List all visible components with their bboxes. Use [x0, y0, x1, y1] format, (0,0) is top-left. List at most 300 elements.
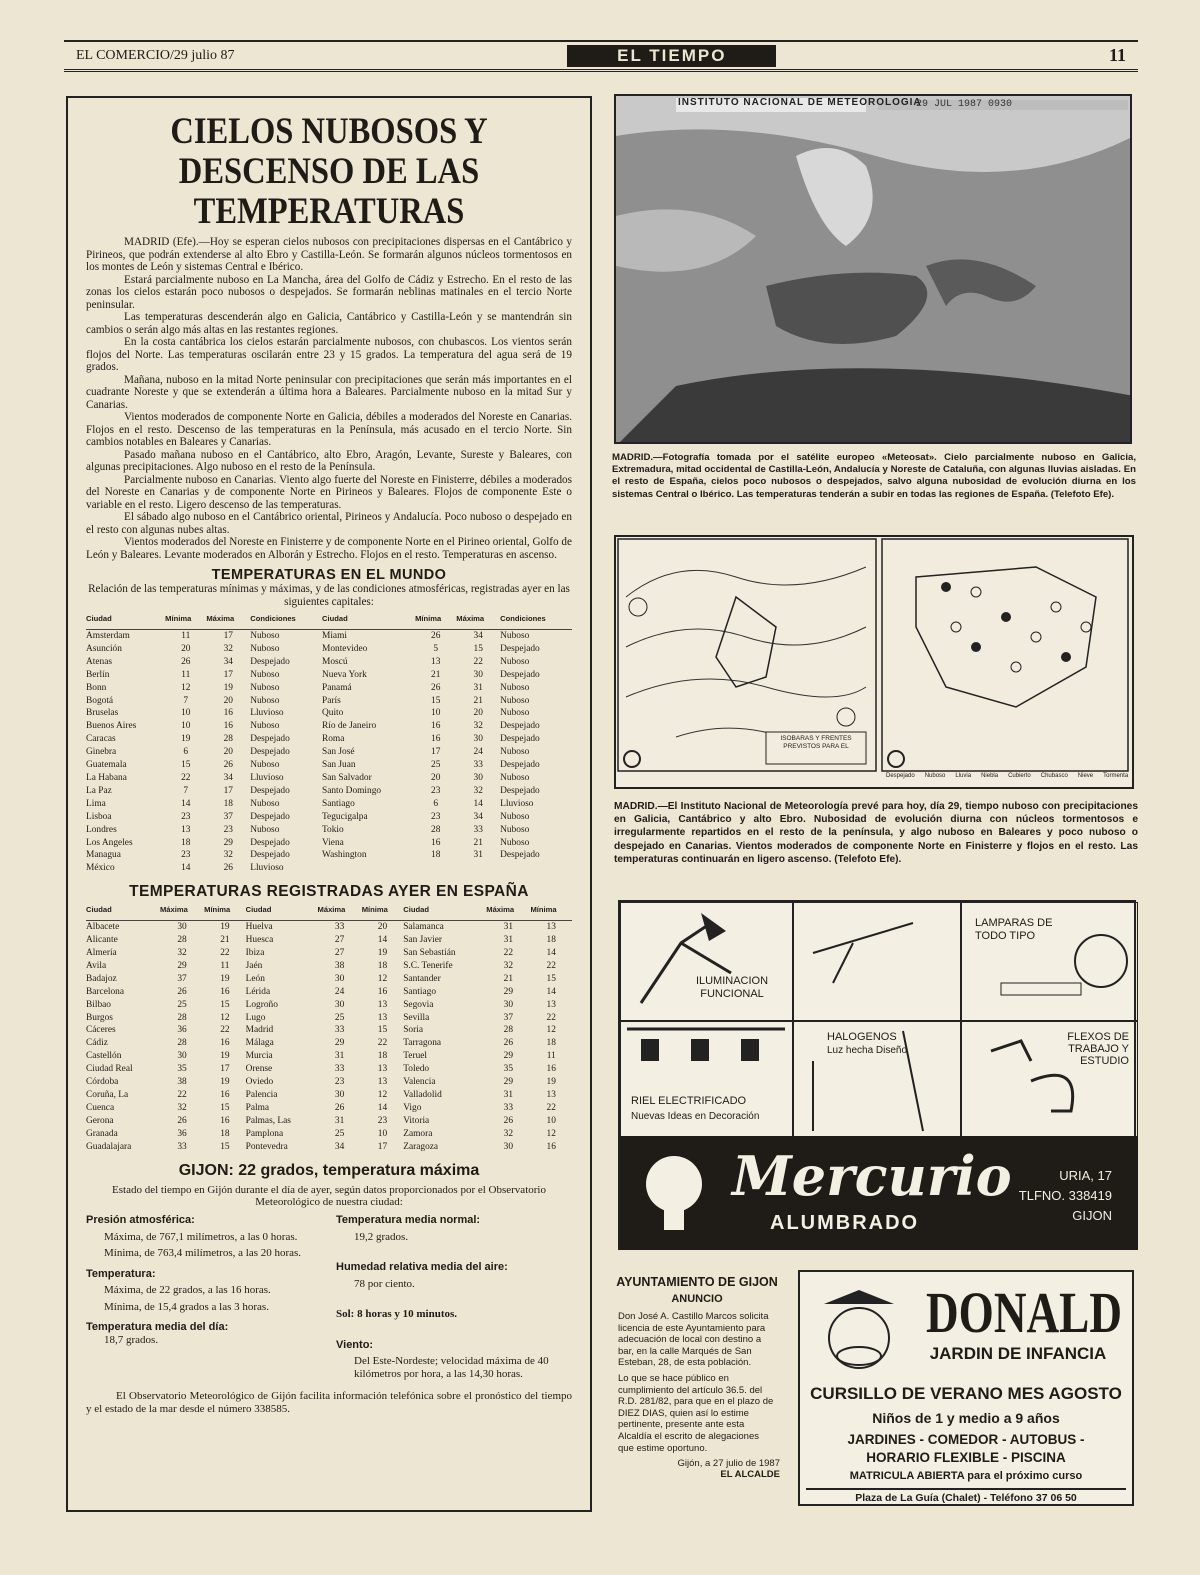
- table-cell: [322, 862, 415, 875]
- satellite-caption: MADRID.—Fotografía tomada por el satélite europeo «Meteosat». Cielo parcialmente nuboso en Galicia, Extremadura, mitad occidental de Castilla-León, Andalucía y Noreste de Cataluña, con algunas lluvias aisladas. En el resto de España, cielos poco nubosos o despejados, salvo alguna nubosidad de evolución diurna en los sistemas Central o Ibérico. Las temperaturas tenderán a subir en todas las regiones de España. (Telefoto Efe).: [612, 452, 1136, 500]
- table-cell: 17: [223, 631, 233, 641]
- table-cell: Londres: [86, 824, 117, 835]
- inm-logo: INSTITUTO NACIONAL DE METEOROLOGIA: [678, 97, 922, 108]
- table-cell: Santander: [403, 973, 441, 984]
- table-cell: Nueva York: [321, 669, 367, 680]
- table-cell: 23: [334, 1077, 345, 1088]
- publication-date: EL COMERCIO/29 julio 87: [76, 47, 235, 63]
- table-cell: 13: [377, 1064, 388, 1075]
- table-cell: Roma: [321, 734, 345, 745]
- col-header: Mínima: [165, 614, 206, 630]
- table-cell: 13: [546, 1090, 556, 1100]
- table-cell: Nuboso: [250, 721, 280, 732]
- table-cell: Nuboso: [250, 682, 280, 693]
- donald-name: DONALD: [925, 1280, 1123, 1345]
- table-cell: 23: [431, 785, 441, 796]
- table-cell: 30: [473, 669, 483, 680]
- table-cell: 28: [177, 1038, 187, 1049]
- table-cell: Castellón: [86, 1051, 122, 1062]
- table-cell: Zamora: [403, 1128, 433, 1139]
- temperature-label: Temperatura:: [86, 1267, 156, 1280]
- table-cell: 14: [473, 798, 483, 809]
- table-cell: Bonn: [86, 682, 107, 693]
- table-cell: 30: [503, 999, 514, 1010]
- notice-date: Gijón, a 27 julio de 1987: [677, 1458, 780, 1470]
- table-row: [86, 1089, 572, 1102]
- table-cell: 19: [220, 1051, 230, 1062]
- table-cell: Nuboso: [500, 656, 530, 667]
- table-row: [86, 947, 572, 960]
- table-cell: 21: [220, 935, 230, 946]
- table-cell: Toledo: [403, 1064, 430, 1075]
- table-cell: 38: [334, 960, 345, 971]
- table-cell: 10: [181, 708, 191, 719]
- maps-caption: MADRID.—El Instituto Nacional de Meteorología prevé para hoy, día 29, tiempo nuboso con precipitaciones en Galicia, Cantábrico y alto Ebro. Nubosidad de evolución diurna con núcleos tormentosos e irregularmente repartidos en el resto de la península, y algo nuboso en Baleares y poco nuboso o despejado en Canarias. Vientos moderados de componente Norte en Finisterre y flojos en el resto. Las temperaturas continuarán en ligero ascenso. (Telefoto Efe).: [614, 801, 1138, 865]
- table-row: [86, 999, 572, 1012]
- legend-item: Lluvia: [955, 773, 972, 779]
- table-cell: 17: [223, 669, 233, 680]
- spain-temps-table: [86, 905, 572, 1153]
- table-cell: Tegucigalpa: [321, 811, 368, 822]
- table-row: [86, 1037, 572, 1050]
- table-cell: 23: [181, 850, 191, 861]
- table-cell: Tokio: [321, 824, 344, 835]
- table-cell: 29: [223, 837, 233, 848]
- table-cell: Despejado: [500, 760, 540, 771]
- table-cell: Nuboso: [250, 824, 280, 835]
- table-cell: 16: [220, 1115, 230, 1126]
- table-cell: 36: [177, 1025, 187, 1036]
- table-cell: Despejado: [250, 747, 290, 758]
- table-cell: 33: [334, 922, 345, 933]
- table-cell: 15: [431, 695, 441, 706]
- table-cell: 11: [546, 1051, 556, 1062]
- table-cell: 30: [473, 734, 483, 745]
- table-cell: 31: [473, 850, 483, 861]
- table-cell: 10: [181, 721, 191, 732]
- table-cell: Los Angeles: [86, 837, 133, 848]
- table-cell: Lima: [86, 798, 106, 809]
- table-cell: 21: [473, 695, 483, 706]
- pressure-max: Máxima, de 767,1 milímetros, a las 0 horas.: [104, 1230, 298, 1243]
- ad-cell-lamparas: [960, 902, 1138, 1022]
- table-cell: 19: [546, 1077, 556, 1088]
- table-cell: México: [86, 863, 115, 874]
- article-body: [86, 236, 572, 561]
- table-cell: Río de Janeiro: [321, 721, 377, 732]
- table-cell: Lluvioso: [250, 863, 284, 874]
- mercurio-sub: ALUMBRADO: [770, 1212, 920, 1234]
- temperature-max: Máxima, de 22 grados, a las 16 horas.: [104, 1284, 271, 1297]
- table-cell: [456, 862, 500, 875]
- table-cell: Montevideo: [321, 643, 368, 654]
- legend-item: Tormenta: [1103, 773, 1129, 779]
- table-cell: 34: [473, 631, 483, 641]
- wind-label: Viento:: [336, 1338, 374, 1351]
- donald-subtitle: JARDIN DE INFANCIA: [929, 1344, 1107, 1363]
- table-cell: 18: [377, 960, 388, 971]
- table-cell: 31: [503, 1090, 514, 1100]
- table-cell: 18: [220, 1128, 230, 1139]
- isobar-maps: [616, 537, 1132, 787]
- table-row: [86, 973, 572, 986]
- article-paragraph: Estará parcialmente nuboso en La Mancha, área del Golfo de Cádiz y Estrecho. En el resto de las zonas los cielos estarán poco nubosos o despejados. Se formarán neblinas matinales en el tercio Norte peninsular.: [86, 273, 572, 311]
- table-row: [86, 921, 572, 934]
- table-cell: Despejado: [250, 656, 290, 667]
- table-cell: Cádiz: [86, 1038, 108, 1049]
- table-cell: 33: [334, 1064, 345, 1075]
- mercurio-logo: Mercurio: [732, 1144, 1012, 1208]
- table-cell: 30: [334, 973, 345, 984]
- table-cell: Amsterdam: [86, 631, 130, 641]
- col-header: Mínima: [530, 905, 572, 921]
- table-cell: 11: [181, 669, 191, 680]
- table-cell: 17: [220, 1064, 230, 1075]
- table-cell: 29: [503, 986, 514, 997]
- article-paragraph: Mañana, nuboso en la mitad Norte peninsular con precipitaciones que serán más importantes en el cuadrante Noreste y que se extenderán a última hora a Baleares. Parcialmente nuboso en la mitad Sur y Canarias.: [86, 373, 572, 411]
- lamparas-label: LAMPARAS DE TODO TIPO: [975, 917, 1053, 942]
- table-cell: 17: [377, 1141, 388, 1152]
- table-cell: 15: [220, 1102, 230, 1113]
- city: GIJON: [1072, 1208, 1112, 1223]
- table-cell: Vigo: [403, 1102, 422, 1113]
- col-header: Ciudad: [246, 905, 318, 921]
- iluminacion-label: ILUMINACION FUNCIONAL: [695, 975, 769, 1000]
- mercurio-ad: [618, 900, 1136, 1250]
- table-cell: 21: [503, 973, 514, 984]
- table-cell: 13: [431, 656, 441, 667]
- table-cell: 16: [431, 837, 441, 848]
- table-cell: 22: [177, 1090, 187, 1100]
- table-cell: 26: [181, 656, 191, 667]
- gijon-data: [86, 1214, 572, 1380]
- table-cell: Quito: [321, 708, 344, 719]
- table-cell: [500, 862, 572, 875]
- world-temps-table: [86, 614, 572, 875]
- table-cell: 28: [177, 1012, 187, 1023]
- table-cell: 31: [503, 935, 514, 946]
- table-cell: Cáceres: [86, 1025, 116, 1036]
- table-cell: 33: [334, 1025, 345, 1036]
- legend-item: Cubierto: [1008, 773, 1031, 779]
- table-cell: 33: [473, 824, 483, 835]
- table-cell: Despejado: [500, 734, 540, 745]
- table-cell: 16: [431, 734, 441, 745]
- satellite-image: [616, 96, 1132, 444]
- table-cell: 34: [473, 811, 483, 822]
- notice-p2: Lo que se hace público en cumplimiento del artículo 36.5. del R.D. 281/82, para que en el plazo de DIEZ DIAS, quien así lo estime pertinente, presente ante esta Alcaldía el escrito de alegaciones que estime oportuno.: [618, 1372, 774, 1454]
- table-cell: 23: [223, 824, 233, 835]
- table-cell: 15: [220, 1141, 230, 1152]
- normal-temp-label: Temperatura media normal:: [336, 1214, 481, 1227]
- article-paragraph: Vientos moderados de componente Norte en Galicia, débiles a moderados del Noreste en Canarias. Flojos en el resto. Descenso de las temperaturas en la Península, más acusado en el tercio Norte. Sin cambios notables en Baleares y Canarias.: [86, 411, 572, 448]
- table-cell: Nuboso: [250, 798, 280, 809]
- pressure-label: Presión atmosférica:: [86, 1214, 195, 1227]
- table-cell: 16: [220, 986, 230, 997]
- col-header: Máxima: [206, 614, 250, 630]
- table-cell: Murcia: [245, 1051, 273, 1062]
- table-cell: 16: [377, 986, 388, 997]
- table-cell: 25: [334, 1128, 345, 1139]
- table-cell: 12: [181, 682, 191, 693]
- table-cell: 23: [181, 811, 191, 822]
- table-cell: 19: [220, 973, 230, 984]
- table-cell: 32: [473, 785, 483, 796]
- ad-cell-halogenos: [792, 1020, 962, 1138]
- table-cell: 10: [546, 1115, 556, 1126]
- table-cell: Lluvioso: [500, 798, 534, 809]
- table-cell: 17: [223, 785, 233, 796]
- duck-mascot-icon: [814, 1286, 904, 1376]
- table-cell: Panamá: [321, 682, 352, 693]
- table-row: [86, 1102, 572, 1115]
- table-cell: 18: [377, 1051, 388, 1062]
- table-cell: 18: [431, 850, 441, 861]
- table-cell: Nuboso: [500, 837, 530, 848]
- table-cell: Coruña, La: [86, 1090, 129, 1100]
- table-row: [86, 811, 572, 824]
- table-cell: Avila: [86, 960, 107, 971]
- floor-lamp-icon: [793, 903, 959, 1019]
- table-cell: 35: [503, 1064, 514, 1075]
- table-cell: 36: [177, 1128, 187, 1139]
- table-cell: 35: [177, 1064, 187, 1075]
- mean-temp-value: 18,7 grados.: [104, 1333, 159, 1346]
- table-cell: 13: [377, 1012, 388, 1023]
- table-cell: 12: [377, 973, 388, 984]
- table-cell: 13: [377, 1077, 388, 1088]
- table-cell: 15: [546, 973, 556, 984]
- table-cell: Asunción: [86, 643, 122, 654]
- table-cell: León: [245, 973, 265, 984]
- table-cell: 14: [181, 863, 191, 874]
- halogenos-label: HALOGENOS: [827, 1031, 897, 1043]
- table-cell: Moscú: [321, 656, 348, 667]
- table-row: [86, 707, 572, 720]
- table-cell: 29: [503, 1077, 514, 1088]
- table-cell: Despejado: [500, 850, 540, 861]
- table-cell: Orense: [245, 1064, 273, 1075]
- table-cell: Nuboso: [500, 811, 530, 822]
- table-cell: Viena: [321, 837, 344, 848]
- table-cell: Nuboso: [500, 747, 530, 758]
- table-cell: S.C. Tenerife: [403, 960, 453, 971]
- table-cell: Despejado: [500, 669, 540, 680]
- map-legend: [886, 773, 1132, 779]
- table-row: [86, 669, 572, 682]
- table-cell: 34: [223, 772, 233, 783]
- table-cell: 26: [223, 760, 233, 771]
- table-cell: 31: [334, 1051, 345, 1062]
- table-cell: 19: [223, 682, 233, 693]
- lightbulb-icon: [638, 1148, 718, 1238]
- services-line2: HORARIO FLEXIBLE - PISCINA: [866, 1450, 1066, 1465]
- table-cell: Sevilla: [403, 1012, 430, 1023]
- table-cell: 21: [473, 837, 483, 848]
- table-cell: 11: [220, 960, 230, 971]
- table-cell: Gerona: [86, 1115, 114, 1126]
- desk-lamp-icon: [621, 903, 791, 1019]
- legend-item: Niebla: [981, 773, 999, 779]
- table-cell: 14: [377, 935, 388, 946]
- table-cell: 20: [223, 747, 233, 758]
- table-cell: 14: [181, 798, 191, 809]
- table-cell: Soria: [403, 1025, 424, 1036]
- table-cell: 19: [220, 922, 230, 933]
- table-row: [86, 837, 572, 850]
- table-cell: Despejado: [500, 785, 540, 796]
- table-cell: Palencia: [245, 1090, 278, 1100]
- table-cell: 16: [431, 721, 441, 732]
- table-cell: 29: [177, 960, 187, 971]
- table-cell: Málaga: [245, 1038, 274, 1049]
- table-cell: 32: [503, 1128, 514, 1139]
- table-cell: Managua: [86, 850, 121, 861]
- table-row: [86, 785, 572, 798]
- article-paragraph: Parcialmente nuboso en Canarias. Viento algo fuerte del Noreste en Finisterre, débiles a moderados del Noreste en Canarias y de componente Norte en Pirineos y Baleares. Flojos de componente Este o variable en el resto. Ligero descenso de las temperaturas.: [86, 473, 572, 511]
- table-cell: Nuboso: [250, 760, 280, 771]
- table-cell: 38: [177, 1077, 187, 1088]
- table-cell: 7: [183, 695, 189, 706]
- table-cell: Zaragoza: [403, 1141, 439, 1152]
- table-cell: Valencia: [403, 1077, 436, 1088]
- table-cell: 32: [503, 960, 514, 971]
- table-cell: Córdoba: [86, 1077, 119, 1088]
- table-cell: 6: [433, 798, 439, 809]
- table-cell: 32: [177, 1102, 187, 1113]
- table-cell: Jaén: [245, 960, 263, 971]
- table-cell: Nuboso: [500, 682, 530, 693]
- table-cell: Nuboso: [250, 631, 280, 641]
- table-cell: Pontevedra: [245, 1141, 288, 1152]
- table-cell: San José: [321, 747, 355, 758]
- table-cell: 22: [546, 1102, 556, 1113]
- table-cell: 32: [473, 721, 483, 732]
- table-cell: San Salvador: [321, 772, 372, 783]
- article-paragraph: Pasado mañana nuboso en el Cantábrico, alto Ebro, Aragón, Levante, Sureste y Baleares, con algunas precipitaciones. Algo nuboso en el resto de la Península.: [86, 448, 572, 473]
- table-cell: 32: [223, 850, 233, 861]
- temperature-min: Mínima, de 15,4 grados a las 3 horas.: [104, 1300, 269, 1313]
- table-row: [86, 1012, 572, 1025]
- pressure-min: Mínima, de 763,4 milímetros, a las 20 horas.: [104, 1247, 302, 1260]
- notice-title: AYUNTAMIENTO DE GIJON: [616, 1275, 778, 1289]
- legend-item: Despejado: [886, 773, 915, 779]
- table-cell: 30: [473, 772, 483, 783]
- table-cell: Despejado: [500, 721, 540, 732]
- table-cell: 26: [177, 1115, 187, 1126]
- table-cell: 14: [377, 1102, 388, 1113]
- table-cell: Ibiza: [245, 948, 265, 959]
- table-cell: Guadalajara: [86, 1141, 132, 1152]
- table-row: [86, 798, 572, 811]
- table-row: [86, 862, 572, 875]
- table-cell: Teruel: [403, 1051, 428, 1062]
- table-cell: 15: [377, 1025, 388, 1036]
- table-cell: Barcelona: [86, 986, 124, 997]
- notice-subtitle: ANUNCIO: [671, 1293, 723, 1305]
- weather-maps: [614, 535, 1134, 789]
- gijon-title: GIJON: 22 grados, temperatura máxima: [178, 1161, 480, 1179]
- table-cell: Bruselas: [86, 708, 119, 719]
- table-cell: 37: [177, 973, 187, 984]
- col-header: Mínima: [204, 905, 246, 921]
- ad-cell-funcional: [620, 902, 794, 1022]
- municipal-notice: [614, 1275, 780, 1515]
- table-row: [86, 656, 572, 669]
- table-cell: Caracas: [86, 734, 116, 745]
- normal-temp-value: 19,2 grados.: [354, 1230, 409, 1243]
- table-row: [86, 960, 572, 973]
- table-cell: 22: [377, 1038, 388, 1049]
- table-cell: Nuboso: [500, 695, 530, 706]
- table-row: [86, 643, 572, 656]
- table-cell: La Habana: [86, 772, 127, 783]
- table-row: [86, 759, 572, 772]
- col-header: Ciudad: [86, 905, 160, 921]
- wind-value: Del Este-Nordeste; velocidad máxima de 40 kilómetros por hora, a las 14,30 horas.: [354, 1355, 549, 1380]
- legend-item: Chubasco: [1040, 773, 1068, 779]
- article-paragraph: Vientos moderados del Noreste en Finisterre y de componente Norte en el Pirineo oriental, Golfo de León y Baleares. Levante moderados en Alborán y Estrecho. Flojos en el resto. Temperaturas en ascenso.: [86, 536, 572, 561]
- table-row: [86, 682, 572, 695]
- table-cell: 33: [177, 1141, 187, 1152]
- address: URIA, 17: [1059, 1168, 1112, 1183]
- table-cell: 18: [546, 1038, 556, 1049]
- table-cell: 18: [546, 935, 556, 946]
- satellite-timestamp: 29 JUL 1987 0930: [916, 99, 1013, 110]
- table-cell: 26: [431, 682, 441, 693]
- table-cell: Nuboso: [250, 695, 280, 706]
- halogenos-sublabel: Luz hecha Diseño: [827, 1045, 908, 1056]
- table-cell: Nuboso: [250, 669, 280, 680]
- table-cell: 37: [503, 1012, 514, 1023]
- table-cell: 15: [181, 760, 191, 771]
- table-cell: Palmas, Las: [245, 1115, 291, 1126]
- table-cell: 17: [431, 747, 441, 758]
- table-cell: 16: [220, 1090, 230, 1100]
- table-cell: 12: [546, 1025, 556, 1036]
- table-cell: 7: [183, 785, 189, 796]
- table-row: [86, 695, 572, 708]
- table-cell: Miami: [321, 631, 347, 641]
- table-cell: 28: [223, 734, 233, 745]
- table-cell: 31: [473, 682, 483, 693]
- donald-ad: [798, 1270, 1134, 1506]
- table-cell: Despejado: [250, 811, 290, 822]
- table-cell: Despejado: [250, 837, 290, 848]
- table-cell: Buenos Aires: [86, 721, 137, 732]
- table-cell: Segovia: [403, 999, 434, 1010]
- table-cell: 18: [223, 798, 233, 809]
- table-cell: [415, 862, 456, 875]
- table-cell: 20: [431, 772, 441, 783]
- table-cell: 26: [503, 1115, 514, 1126]
- spain-temps-title: TEMPERATURAS REGISTRADAS AYER EN ESPAÑA: [129, 883, 529, 901]
- table-row: [86, 733, 572, 746]
- table-cell: Alicante: [86, 935, 118, 946]
- table-cell: Ginebra: [86, 747, 117, 758]
- legend-item: Nieve: [1077, 773, 1094, 779]
- col-header: Máxima: [160, 905, 204, 921]
- table-cell: Lérida: [245, 986, 271, 997]
- table-cell: Nuboso: [500, 708, 530, 719]
- table-cell: 21: [431, 669, 441, 680]
- article-paragraph: MADRID (Efe).—Hoy se esperan cielos nubosos con precipitaciones dispersas en el Cantábrico y Pirineos, que podrán extenderse al alto Ebro y Castilla-León. Se formarán algunos núcleos tormentosos en los montes de León y sistemas Central e Ibérico.: [86, 236, 572, 273]
- table-cell: 26: [503, 1038, 514, 1049]
- table-cell: Granada: [86, 1128, 118, 1139]
- table-cell: 11: [181, 631, 191, 641]
- table-cell: 6: [183, 747, 189, 758]
- ad-cell-flexos: [960, 1020, 1138, 1138]
